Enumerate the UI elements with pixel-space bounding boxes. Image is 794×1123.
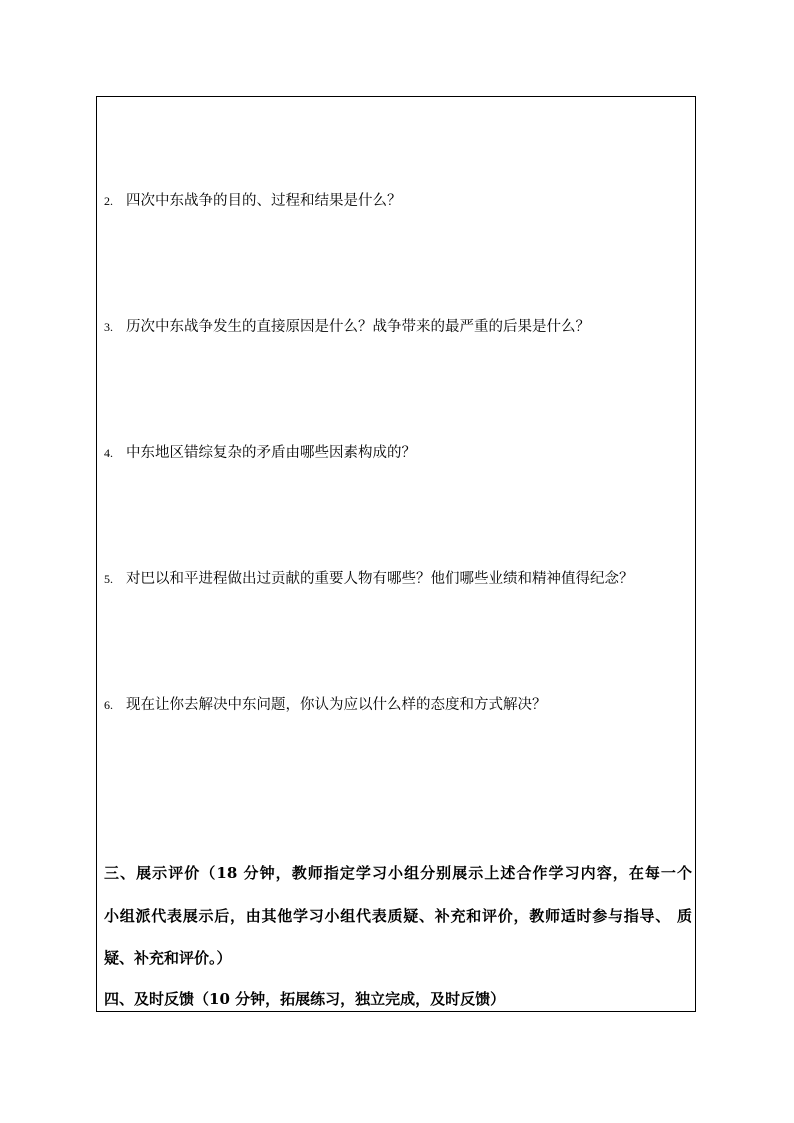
question-text: 对巴以和平进程做出过贡献的重要人物有哪些？他们哪些业绩和精神值得纪念？ <box>126 571 634 587</box>
section-3-heading-line-2: 小组派代表展示后，由其他学习小组代表质疑、补充和评价，教师适时参与指导、 质 <box>104 907 692 925</box>
question-text: 四次中东战争的目的、过程和结果是什么？ <box>126 193 402 209</box>
question-number: 3. <box>104 320 113 334</box>
question-text: 现在让你去解决中东问题，你认为应以什么样的态度和方式解决？ <box>126 697 547 713</box>
question-number: 2. <box>104 194 113 208</box>
question-2 <box>104 191 402 211</box>
question-text: 历次中东战争发生的直接原因是什么？战争带来的最严重的后果是什么？ <box>126 319 590 335</box>
question-number: 4. <box>104 446 113 460</box>
question-5 <box>104 569 634 589</box>
question-number: 6. <box>104 698 113 712</box>
question-3 <box>104 317 590 337</box>
question-text: 中东地区错综复杂的矛盾由哪些因素构成的？ <box>126 445 416 461</box>
question-number: 5. <box>104 572 113 586</box>
section-3-heading-line-1: 三、展示评价（18 分钟，教师指定学习小组分别展示上述合作学习内容，在每一个 <box>104 864 692 882</box>
question-4 <box>104 443 416 463</box>
section-4-heading: 四、及时反馈（10 分钟，拓展练习，独立完成，及时反馈） <box>104 990 506 1008</box>
section-3-heading-line-3: 疑、补充和评价。） <box>104 949 232 967</box>
question-6 <box>104 695 547 715</box>
